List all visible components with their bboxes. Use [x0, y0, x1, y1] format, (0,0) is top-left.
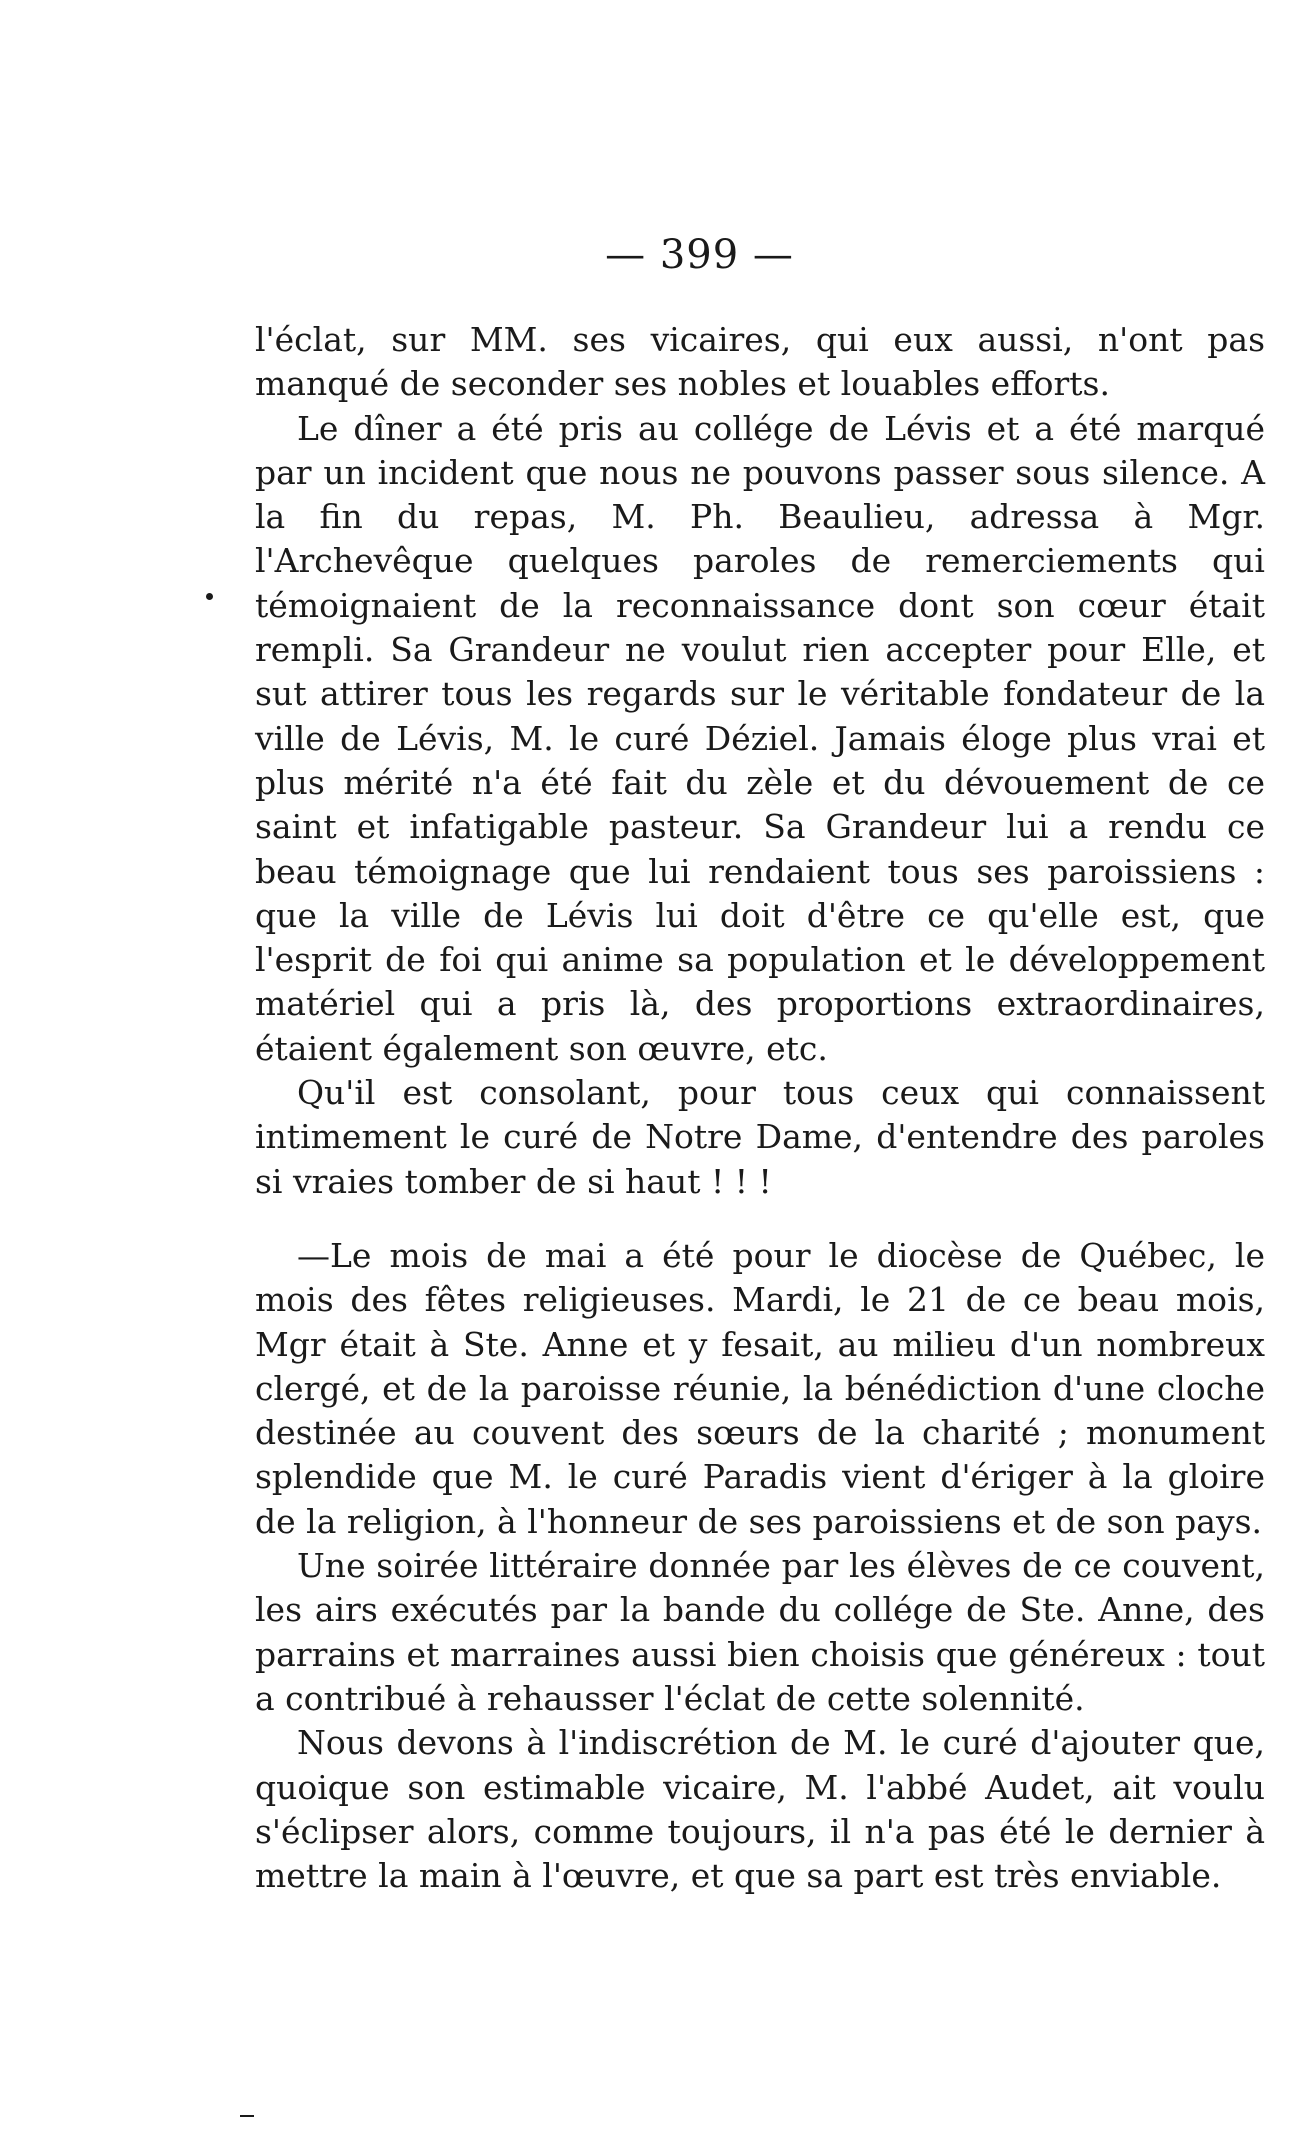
paragraph-diner: Le dîner a été pris au collége de Lévis et a été marqué par un incident que nous ne pouvons passer sous silence. A la fin du repas, M. Ph. Beaulieu, adressa à Mgr. l'Archevêque quelques paroles de remerciements qui témoignaient de la reconnaissance dont son cœur était rempli. Sa Grandeur ne voulut rien accepter pour Elle, et sut attirer tous les regards sur le véritable fondateur de la ville de Lévis, M. le curé Déziel. Jamais éloge plus vrai et plus mérité n'a été fait du zèle et du dévouement de ce saint et infatigable pasteur. Sa Grandeur lui a rendu ce beau témoignage que lui rendaient tous ses paroissiens : que la ville de Lévis lui doit d'être ce qu'elle est, que l'esprit de foi qui anime sa population et le développement matériel qui a pris là, des proportions extraordinaires, étaient également son œuvre, etc.	[255, 408, 1265, 1068]
paragraph-indiscretion: Nous devons à l'indiscrétion de M. le curé d'ajouter que, quoique son estimable vicaire, M. l'abbé Audet, ait voulu s'éclipser alors, comme toujours, il n'a pas été le dernier à mettre la main à l'œuvre, et que sa part est très enviable.	[255, 1723, 1265, 1896]
margin-tick-mark	[240, 2115, 254, 2117]
paragraph-continuation: l'éclat, sur MM. ses vicaires, qui eux aussi, n'ont pas manqué de seconder ses nobles et louables efforts.	[255, 320, 1265, 404]
margin-dot-mark	[206, 593, 213, 600]
paragraph-soiree-litteraire: Une soirée littéraire donnée par les élèves de ce couvent, les airs exécutés par la bande du collége de Ste. Anne, des parrains et marraines aussi bien choisis que généreux : tout a contribué à rehausser l'éclat de cette solennité.	[255, 1546, 1265, 1718]
paragraph-mois-de-mai: —Le mois de mai a été pour le diocèse de Québec, le mois des fêtes religieuses. Mardi, le 21 de ce beau mois, Mgr était à Ste. Anne et y fesait, au milieu d'un nombreux clergé, et de la paroisse réunie, la bénédiction d'une cloche destinée au couvent des sœurs de la charité ; monument splendide que M. le curé Paradis vient d'ériger à la gloire de la religion, à l'honneur de ses paroissiens et de son pays.	[255, 1235, 1265, 1541]
page-number: — 399 —	[605, 232, 794, 278]
paragraph-consolant: Qu'il est consolant, pour tous ceux qui connaissent intimement le curé de Notre Dame, d'entendre des paroles si vraies tomber de si haut ! ! !	[255, 1073, 1265, 1201]
page-text-body	[255, 318, 1265, 1898]
